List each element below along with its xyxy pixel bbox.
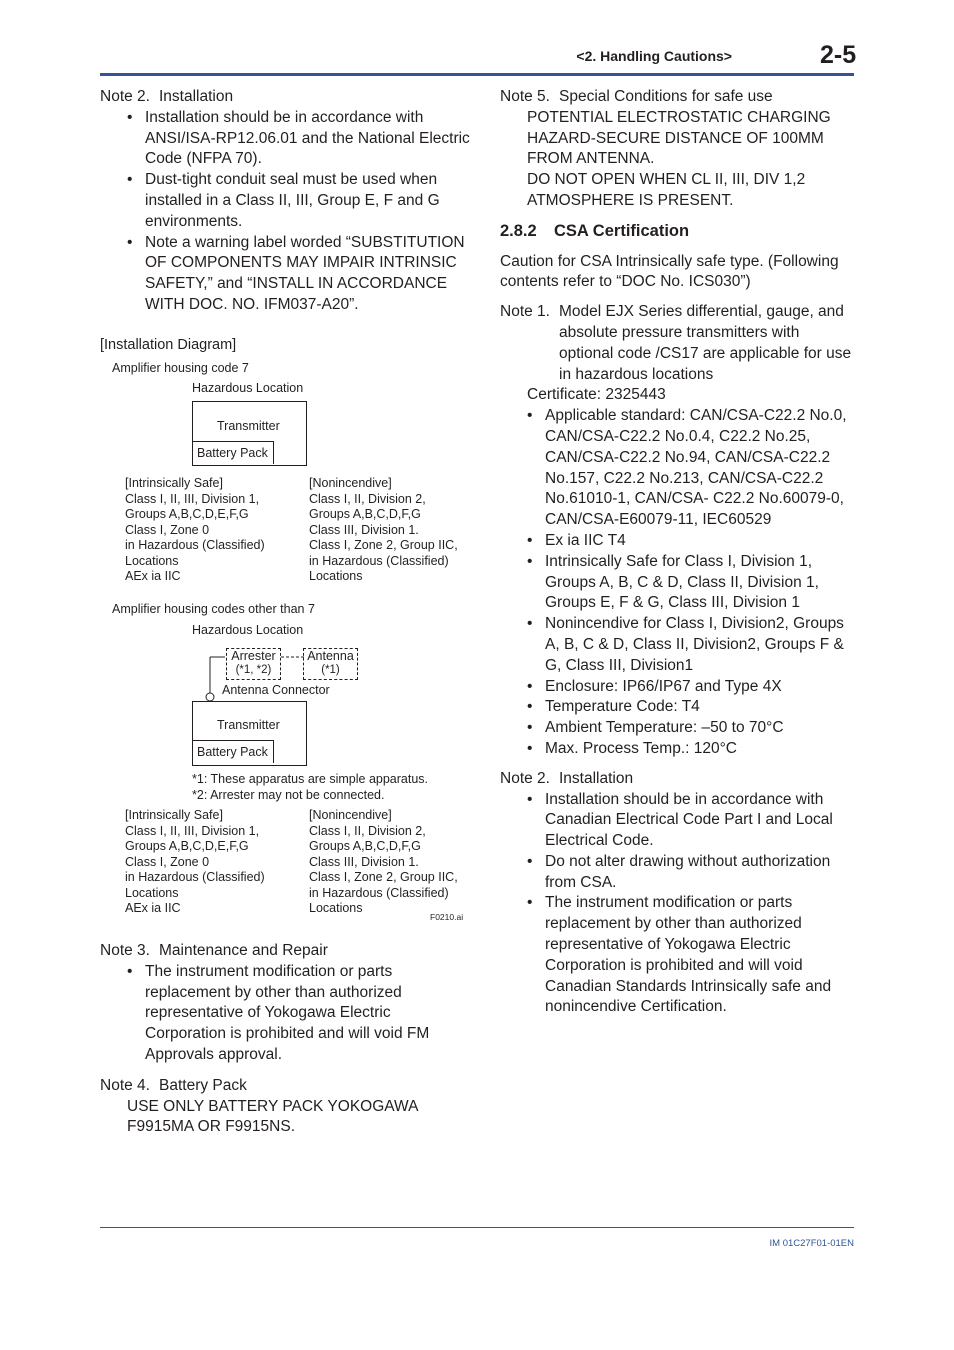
list-item: • Nonincendive for Class I, Division2, Groups A, B, C & D, Class II, Division2, Groups F & G, Class III, Division1 xyxy=(500,614,854,676)
page-number: 2-5 xyxy=(820,41,857,69)
note4-line: USE ONLY BATTERY PACK YOKOGAWA xyxy=(127,1097,419,1115)
list-item: • Do not alter drawing without authorization from CSA. xyxy=(500,852,854,894)
diagram1-is-block: [Intrinsically Safe] Class I, II, III, Division 1, Groups A,B,C,D,E,F,G Class I, Zone 0 in Hazardous (Classified) Locations AEx ia IIC xyxy=(125,476,265,583)
running-header: <2. Handling Cautions> xyxy=(576,48,732,64)
csa-note2-bullets xyxy=(500,790,854,1019)
header-rule xyxy=(100,73,854,76)
certificate: Certificate: 2325443 xyxy=(527,386,666,404)
note5-line: POTENTIAL ELECTROSTATIC CHARGING xyxy=(527,108,831,126)
csa-intro: Caution for CSA Intrinsically safe type. (Following contents refer to “DOC No. ICS030”) xyxy=(500,252,839,291)
note4-heading: Note 4. Battery Pack xyxy=(100,1076,247,1094)
section-heading: 2.8.2 CSA Certification xyxy=(500,221,690,240)
note1: Note 1. Model EJX Series differential, gauge, and absolute pressure transmitters with optional code /CS17 are applicable for use in hazardous locations xyxy=(500,303,852,383)
note2-heading: Note 2. Installation xyxy=(100,88,234,105)
diagram1-transmitter-label: Transmitter xyxy=(217,419,280,433)
list-item: • Ex ia IIC T4 xyxy=(500,531,854,552)
list-item: • Note a warning label worded “SUBSTITUTION OF COMPONENTS MAY IMPAIR INTRINSIC SAFETY,” and “INSTALL IN ACCORDANCE WITH DOC. NO. IFM037-A20”. xyxy=(100,233,472,316)
list-item: • Dust-tight conduit seal must be used when installed in a Class II, III, Group E, F and G environments. xyxy=(100,170,472,232)
diagram1-housing: Amplifier housing code 7 xyxy=(112,361,249,375)
diagram2-transmitter-label: Transmitter xyxy=(217,718,280,732)
diagram1-hazardous: Hazardous Location xyxy=(192,381,304,395)
diagram-caption: [Installation Diagram] xyxy=(100,337,237,353)
list-item: • Max. Process Temp.: 120°C xyxy=(500,739,854,760)
note5-line: DO NOT OPEN WHEN CL II, III, DIV 1,2 xyxy=(527,171,806,189)
right-column xyxy=(500,87,854,1018)
diagram1-ni-block: [Nonincendive] Class I, II, Division 2, Groups A,B,C,D,F,G Class III, Division 1. Class I, Zone 2, Group IIC, in Hazardous (Classified) Locations xyxy=(309,476,458,583)
antenna-connector-label: Antenna Connector xyxy=(222,683,330,697)
note3-bullets xyxy=(100,962,472,1066)
diagram2-is-block: [Intrinsically Safe] Class I, II, III, Division 1, Groups A,B,C,D,E,F,G Class I, Zone 0 in Hazardous (Classified) Locations AEx ia IIC xyxy=(125,808,265,915)
antenna-box: Antenna (*1) xyxy=(303,648,358,680)
figure-id: F0210.ai xyxy=(430,912,464,922)
note2-bullets xyxy=(100,108,472,316)
list-item: • The instrument modification or parts replacement by other than authorized representative of Yokogawa Electric Corporation is prohibited and will void FM Approvals approval. xyxy=(100,962,472,1066)
note5-heading: Note 5. Special Conditions for safe use xyxy=(500,88,773,105)
footer-rule xyxy=(100,1227,854,1228)
diagram1-battery-pack: Battery Pack xyxy=(193,441,274,464)
note5-line: ATMOSPHERE IS PRESENT. xyxy=(527,191,734,209)
left-column-top xyxy=(100,87,472,316)
list-item: • The instrument modification or parts replacement by other than authorized representative of Yokogawa Electric Corporation is prohibited and will void Canadian Standards Intrinsically safe and nonincendive Certification. xyxy=(500,893,854,1018)
list-item: • Intrinsically Safe for Class I, Division 1, Groups A, B, C & D, Class II, Division 1, Groups E, F & G, Class III, Division 1 xyxy=(500,552,854,614)
diagram2-housing: Amplifier housing codes other than 7 xyxy=(112,602,315,616)
note1-bullets xyxy=(500,406,854,760)
diagram2-ni-block: [Nonincendive] Class I, II, Division 2, Groups A,B,C,D,F,G Class III, Division 1. Class I, Zone 2, Group IIC, in Hazardous (Classified) Locations xyxy=(309,808,458,915)
note3-heading: Note 3. Maintenance and Repair xyxy=(100,942,328,959)
note5-line: FROM ANTENNA. xyxy=(527,150,655,168)
diagram2-footnotes: *1: These apparatus are simple apparatus. *2: Arrester may not be connected. xyxy=(192,772,429,802)
list-item: • Enclosure: IP66/IP67 and Type 4X xyxy=(500,677,854,698)
document-number: IM 01C27F01-01EN xyxy=(769,1238,854,1249)
list-item: • Temperature Code: T4 xyxy=(500,697,854,718)
list-item: • Applicable standard: CAN/CSA-C22.2 No.0, CAN/CSA-C22.2 No.0.4, C22.2 No.25, CAN/CSA-C22.2 No.94, CAN/CSA-C22.2 No.157, C22.2 No.213, CAN/CSA-C22.2 No.61010-1, CAN/CSA- C22.2 No.60079-0, CAN/CSA-E60079-11, IEC60529 xyxy=(500,406,854,531)
list-item: • Installation should be in accordance with ANSI/ISA-RP12.06.01 and the National Electric Code (NFPA 70). xyxy=(100,108,472,170)
arrester-box: Arrester (*1, *2) xyxy=(226,648,281,680)
list-item: • Ambient Temperature: –50 to 70°C xyxy=(500,718,854,739)
list-item: • Installation should be in accordance with Canadian Electrical Code Part I and Local Electrical Code. xyxy=(500,790,854,852)
note4-line: F9915MA OR F9915NS. xyxy=(127,1118,295,1136)
note5-line: HAZARD-SECURE DISTANCE OF 100MM xyxy=(527,129,824,147)
diagram2-battery-pack: Battery Pack xyxy=(193,740,274,763)
diagram2-hazardous: Hazardous Location xyxy=(192,623,304,637)
csa-note2-heading: Note 2. Installation xyxy=(500,769,634,787)
left-column-bottom xyxy=(100,941,472,1138)
